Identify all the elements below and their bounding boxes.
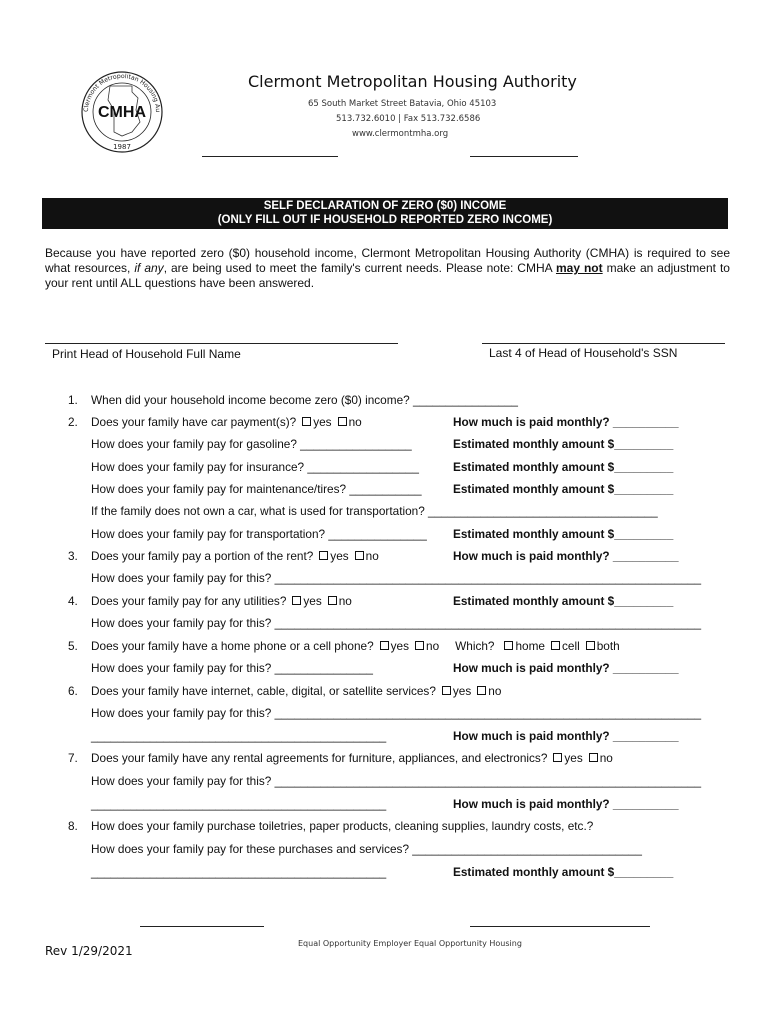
header-rule-right — [470, 156, 578, 157]
q2-insurance[interactable]: How does your family pay for insurance? _________________ — [91, 460, 419, 474]
q3-no-checkbox[interactable] — [355, 551, 364, 560]
q7-monthly[interactable]: How much is paid monthly? __________ — [453, 797, 679, 811]
q5-number: 5. — [68, 639, 78, 653]
org-name: Clermont Metropolitan Housing Authority — [248, 72, 577, 91]
q7-yes-label: yes — [564, 751, 583, 765]
q5-no-label: no — [426, 639, 440, 653]
form-title: SELF DECLARATION OF ZERO ($0) INCOME — [263, 200, 507, 212]
q4-text: Does your family pay for any utilities? — [91, 594, 287, 608]
q8-amount[interactable]: Estimated monthly amount $_________ — [453, 865, 674, 879]
q6-row — [91, 684, 501, 698]
q6-extra-line[interactable]: _____________________________________________ — [91, 729, 387, 743]
q2-row — [91, 415, 362, 429]
q4-amount[interactable]: Estimated monthly amount $_________ — [453, 594, 674, 608]
q2-number: 2. — [68, 415, 78, 429]
q7-how-pay[interactable]: How does your family pay for this? _________________________________________________________________ — [91, 774, 702, 788]
q7-extra-line[interactable]: _____________________________________________ — [91, 797, 387, 811]
q2-text: Does your family have car payment(s)? — [91, 415, 297, 429]
q5-both-label: both — [596, 639, 620, 653]
q4-how-pay[interactable]: How does your family pay for this? _________________________________________________________________ — [91, 616, 702, 630]
q4-number: 4. — [68, 594, 78, 608]
q7-number: 7. — [68, 751, 78, 765]
q5-cell-checkbox[interactable] — [551, 641, 560, 650]
q1-number: 1. — [68, 393, 78, 407]
q2-insurance-amount[interactable]: Estimated monthly amount $_________ — [453, 460, 674, 474]
org-address: 65 South Market Street Batavia, Ohio 45103 — [308, 99, 497, 109]
q3-text: Does your family pay a portion of the rent? — [91, 549, 314, 563]
q6-yes-checkbox[interactable] — [442, 686, 451, 695]
org-phone: 513.732.6010 | Fax 513.732.6586 — [336, 114, 481, 124]
q4-no-label: no — [338, 594, 352, 608]
q5-yes-label: yes — [390, 639, 410, 653]
revision-date: Rev 1/29/2021 — [45, 944, 133, 958]
q8-extra-line[interactable]: _____________________________________________ — [91, 865, 387, 879]
q2-maintenance[interactable]: How does your family pay for maintenance/tires? ___________ — [91, 482, 422, 496]
logo-year: 1987 — [113, 143, 131, 151]
q7-no-checkbox[interactable] — [589, 753, 598, 762]
q8-number: 8. — [68, 819, 78, 833]
q5-row — [91, 639, 620, 653]
q2-yes-checkbox[interactable] — [302, 417, 311, 426]
q3-no-label: no — [365, 549, 379, 563]
q5-yes-checkbox[interactable] — [380, 641, 389, 650]
name-label: Print Head of Household Full Name — [52, 347, 241, 361]
q6-no-label: no — [488, 684, 502, 698]
intro-emphasis: if any — [134, 261, 164, 275]
footer-rule-left — [140, 926, 264, 927]
footer-eoe: Equal Opportunity Employer Equal Opportunity Housing — [298, 939, 522, 948]
q6-yes-label: yes — [452, 684, 472, 698]
q3-yes-label: yes — [330, 549, 349, 563]
q5-text: Does your family have a home phone or a cell phone? — [91, 639, 374, 653]
q3-yes-checkbox[interactable] — [319, 551, 328, 560]
q3-row — [91, 549, 379, 563]
q6-no-checkbox[interactable] — [477, 686, 486, 695]
ssn-signature-line[interactable] — [482, 343, 725, 344]
q5-which-label: Which? — [455, 639, 495, 653]
logo-text: CMHA — [98, 104, 146, 121]
q5-no-checkbox[interactable] — [415, 641, 424, 650]
q2-no-label: no — [348, 415, 362, 429]
q5-both-checkbox[interactable] — [586, 641, 595, 650]
intro-text-2: , are being used to meet the family's current needs. Please note: CMHA — [163, 261, 552, 275]
q8-text: How does your family purchase toiletries, paper products, cleaning supplies, laundry costs, etc.? — [91, 819, 594, 833]
q5-home-label: home — [515, 639, 545, 653]
q1-text: When did your household income become zero ($0) income? ________________ — [91, 393, 518, 407]
q2-yes-label: yes — [313, 415, 332, 429]
q3-monthly[interactable]: How much is paid monthly? __________ — [453, 549, 679, 563]
form-subtitle: (ONLY FILL OUT IF HOUSEHOLD REPORTED ZERO INCOME) — [217, 214, 553, 226]
q5-home-checkbox[interactable] — [504, 641, 513, 650]
q6-text: Does your family have internet, cable, digital, or satellite services? — [91, 684, 436, 698]
q2-no-car-transport[interactable]: If the family does not own a car, what is used for transportation? ___________________________________ — [91, 504, 658, 518]
q8-how-pay[interactable]: How does your family pay for these purchases and services? ___________________________________ — [91, 842, 642, 856]
q2-transportation-amount[interactable]: Estimated monthly amount $_________ — [453, 527, 674, 541]
q7-no-label: no — [599, 751, 613, 765]
q6-monthly[interactable]: How much is paid monthly? __________ — [453, 729, 679, 743]
cmha-logo — [80, 70, 164, 154]
q2-gasoline[interactable]: How does your family pay for gasoline? _________________ — [91, 437, 412, 451]
q2-monthly[interactable]: How much is paid monthly? __________ — [453, 415, 679, 429]
logo-ring-text: Clermont Metropolitan Housing Au — [82, 72, 162, 113]
q2-maintenance-amount[interactable]: Estimated monthly amount $_________ — [453, 482, 674, 496]
q3-number: 3. — [68, 549, 78, 563]
q7-yes-checkbox[interactable] — [553, 753, 562, 762]
intro-text-1: Because you have reported zero ($0) household income, Clermont Metropolitan Housing Authority (CMHA) is required to see what resources, — [45, 246, 730, 275]
footer-rule-right — [470, 926, 650, 927]
org-website: www.clermontmha.org — [352, 129, 449, 139]
q5-how-pay[interactable]: How does your family pay for this? _______________ — [91, 661, 373, 675]
q3-how-pay[interactable]: How does your family pay for this? _________________________________________________________________ — [91, 571, 702, 585]
name-signature-line[interactable] — [45, 343, 398, 344]
q5-cell-label: cell — [562, 639, 580, 653]
form-title-banner — [42, 198, 728, 229]
q6-number: 6. — [68, 684, 78, 698]
q4-yes-checkbox[interactable] — [292, 596, 301, 605]
q4-no-checkbox[interactable] — [328, 596, 337, 605]
intro-paragraph — [45, 246, 730, 291]
header-rule-left — [202, 156, 338, 157]
q6-how-pay[interactable]: How does your family pay for this? _________________________________________________________________ — [91, 706, 702, 720]
q4-row — [91, 594, 352, 608]
q7-text: Does your family have any rental agreements for furniture, appliances, and electronics? — [91, 751, 548, 765]
ssn-label: Last 4 of Head of Household's SSN — [489, 346, 678, 360]
intro-may-not: may not — [555, 261, 603, 275]
intro-text-3: make an adjustment to your rent until ALL questions have been answered. — [45, 261, 730, 290]
q2-transportation[interactable]: How does your family pay for transportation? _______________ — [91, 527, 427, 541]
q5-monthly[interactable]: How much is paid monthly? __________ — [453, 661, 679, 675]
q4-yes-label: yes — [303, 594, 322, 608]
q2-gasoline-amount[interactable]: Estimated monthly amount $_________ — [453, 437, 674, 451]
q7-row — [91, 751, 613, 765]
q2-no-checkbox[interactable] — [338, 417, 347, 426]
